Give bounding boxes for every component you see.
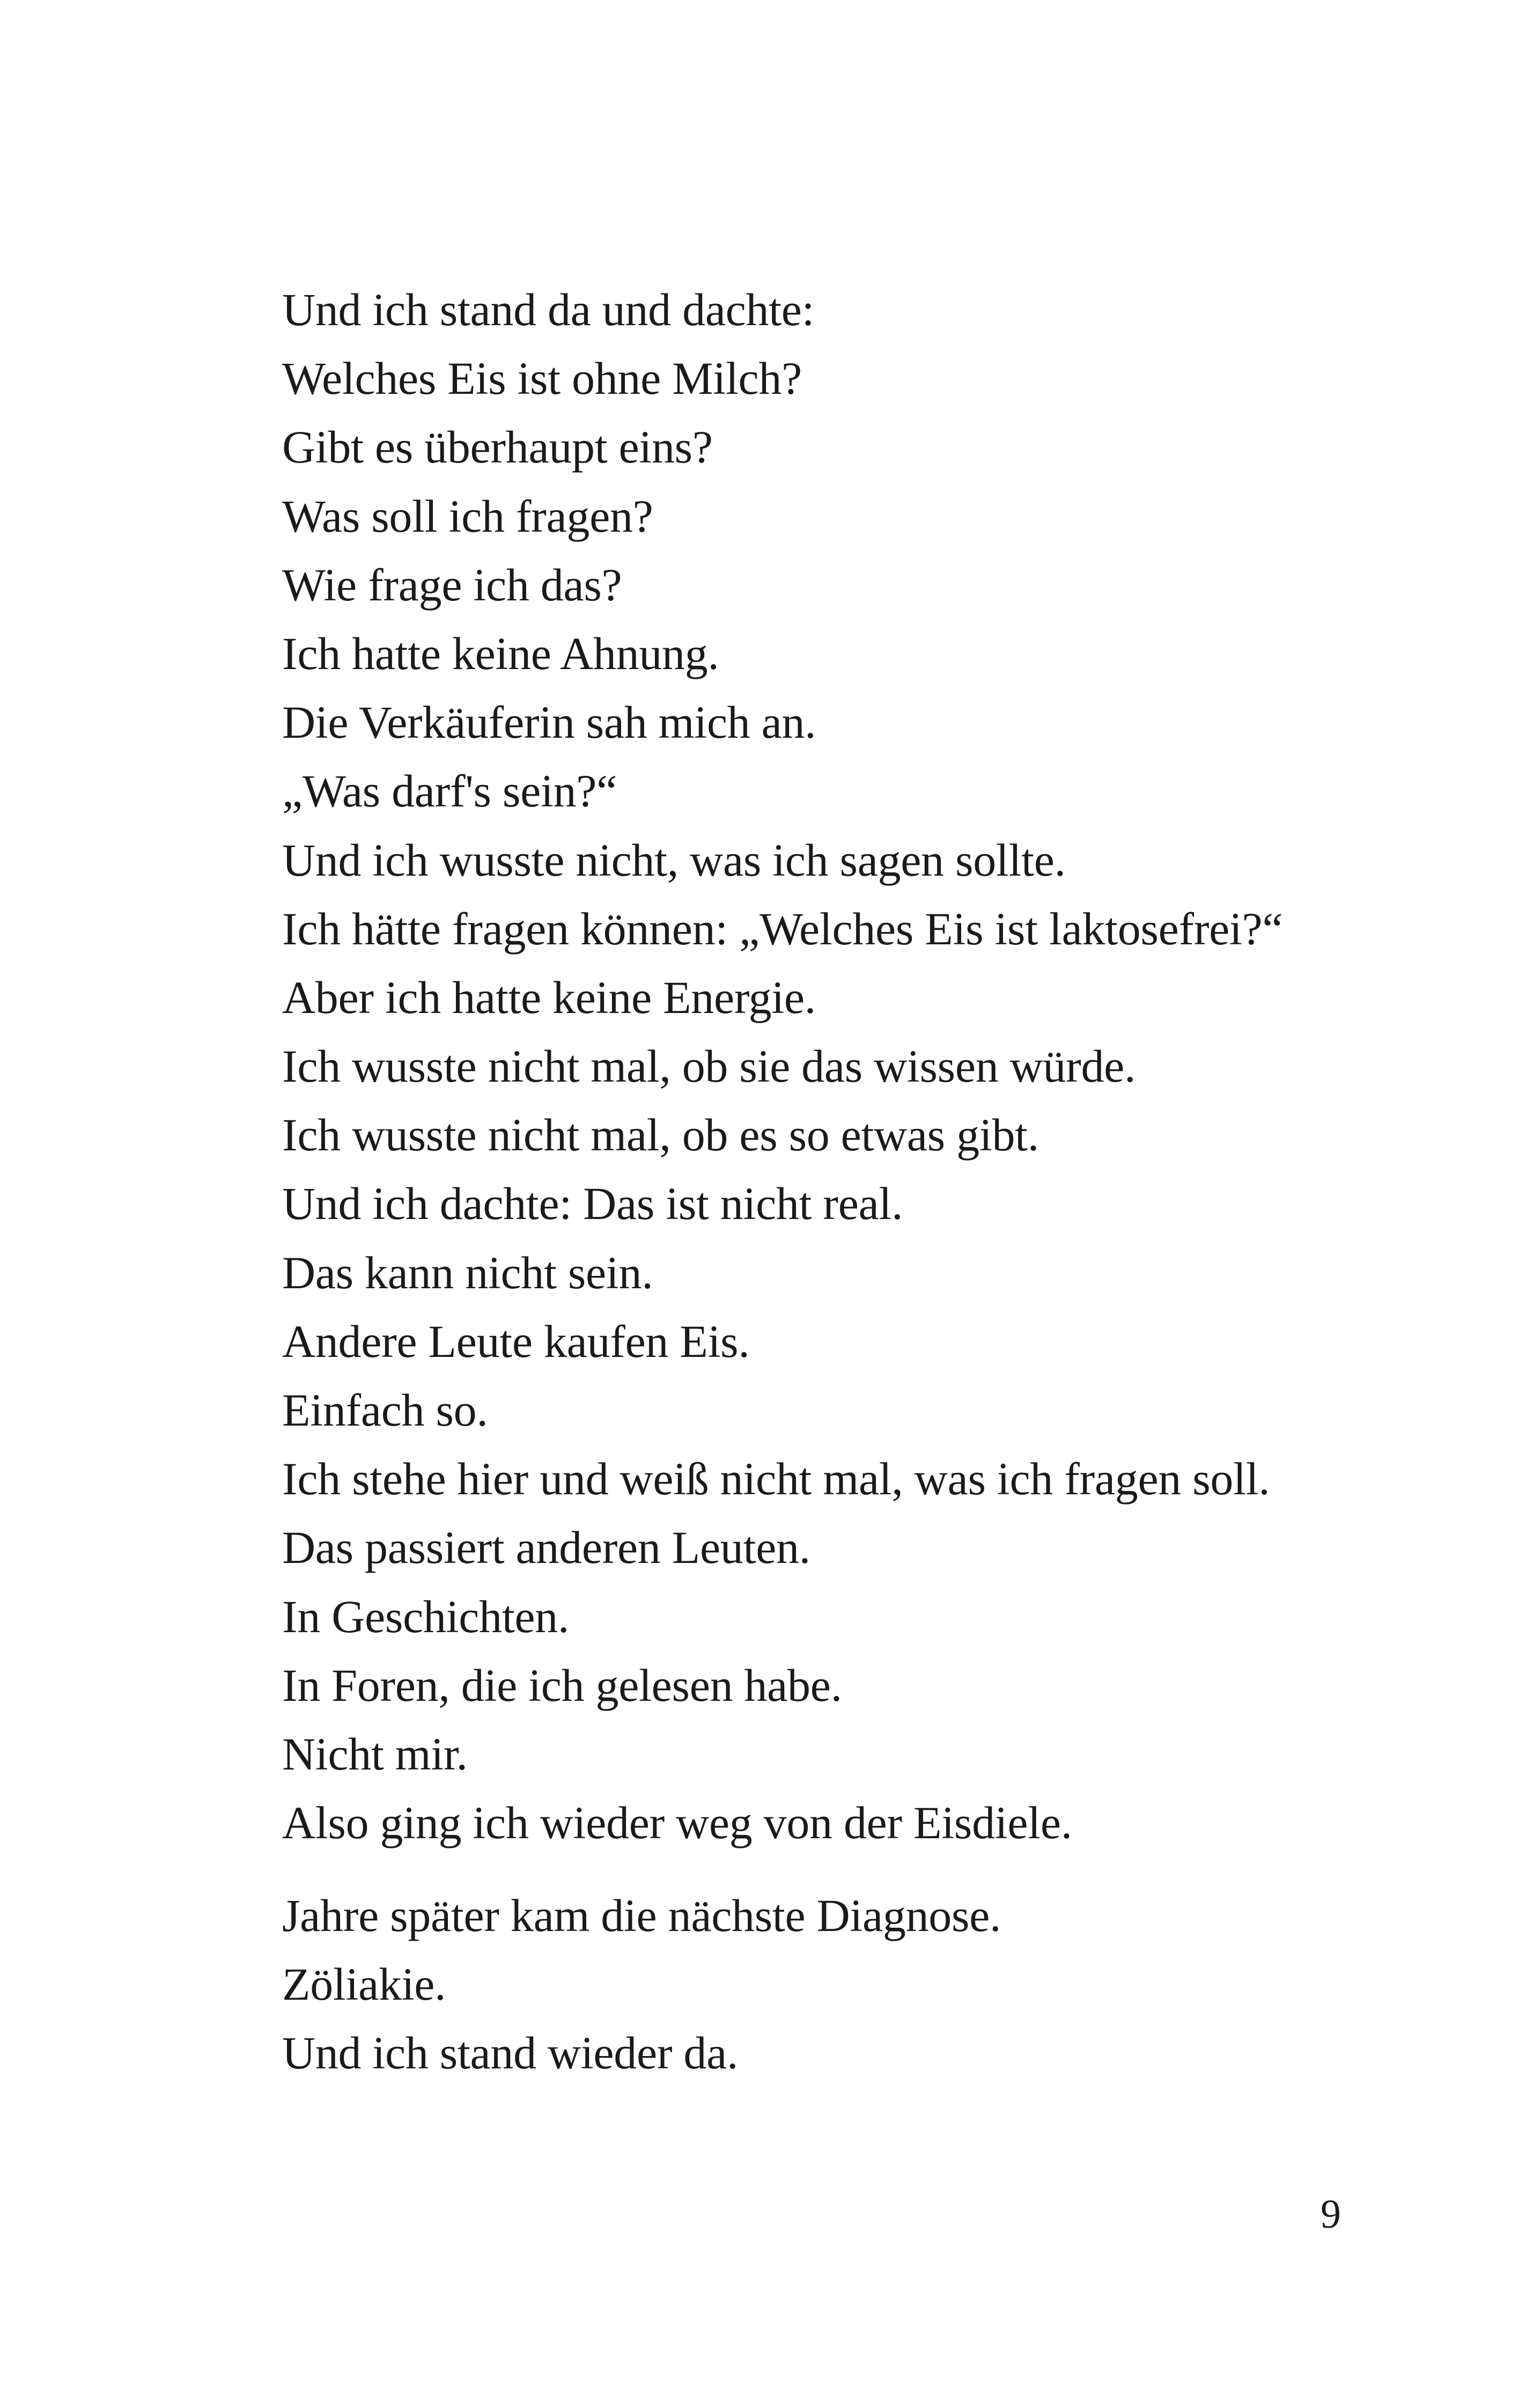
text-line: Und ich stand da und dachte: (282, 284, 815, 335)
text-line: Ich hätte fragen können: „Welches Eis ist laktosefrei?“ (282, 902, 1283, 955)
text-line: Und ich stand wieder da. (282, 2027, 739, 2079)
text-line: Jahre später kam die nächste Diagnose. (282, 1890, 1001, 1941)
text-line: Und ich dachte: Das ist nicht real. (282, 1178, 903, 1230)
text-line: Also ging ich wieder weg von der Eisdiele. (282, 1797, 1072, 1849)
stanza-1 (282, 275, 1282, 1857)
page-number: 9 (1321, 2192, 1341, 2237)
text-line: Und ich wusste nicht, was ich sagen sollte. (282, 834, 1066, 886)
text-line: Wie frage ich das? (282, 559, 622, 611)
text-line: Ich stehe hier und weiß nicht mal, was ich fragen soll. (282, 1453, 1270, 1505)
text-line: In Geschichten. (282, 1590, 570, 1642)
text-line: „Was darf's sein?“ (282, 765, 617, 817)
text-line: Ich wusste nicht mal, ob es so etwas gibt. (282, 1109, 1039, 1161)
text-line: Nicht mir. (282, 1728, 468, 1780)
text-line: Ich hatte keine Ahnung. (282, 627, 719, 679)
text-line: Einfach so. (282, 1384, 488, 1436)
text-line: Was soll ich fragen? (282, 490, 653, 542)
stanza-2 (282, 1881, 1001, 2088)
text-line: Das kann nicht sein. (282, 1246, 653, 1298)
text-line: In Foren, die ich gelesen habe. (282, 1659, 842, 1711)
text-line: Das passiert anderen Leuten. (282, 1522, 810, 1574)
text-line: Die Verkäuferin sah mich an. (282, 696, 816, 748)
text-line: Aber ich hatte keine Energie. (282, 971, 816, 1023)
text-line: Andere Leute kaufen Eis. (282, 1315, 750, 1367)
text-line: Zöliakie. (282, 1958, 446, 2010)
text-line: Welches Eis ist ohne Milch? (282, 353, 802, 405)
text-line: Gibt es überhaupt eins? (282, 421, 713, 473)
text-line: Ich wusste nicht mal, ob sie das wissen würde. (282, 1040, 1136, 1092)
